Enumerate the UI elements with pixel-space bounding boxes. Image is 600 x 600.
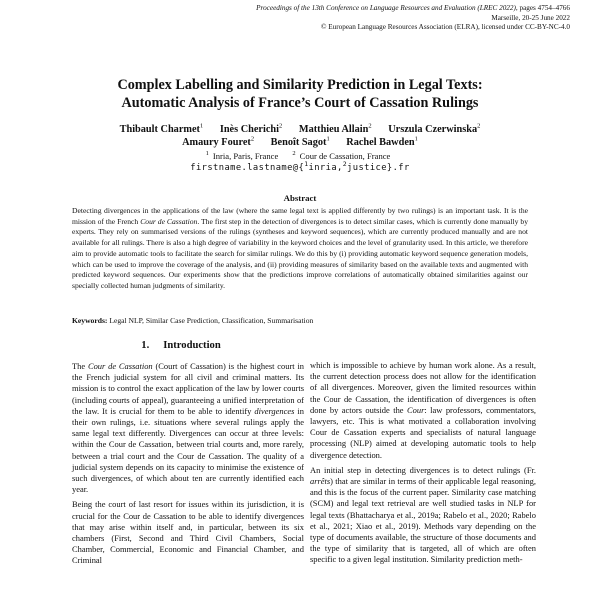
section-heading-introduction: 1. Introduction: [141, 340, 221, 351]
keywords-text: Legal NLP, Similar Case Prediction, Classification, Summarisation: [107, 316, 314, 325]
affiliations: [40, 151, 560, 161]
proceedings-line-2: Marseille, 20-25 June 2022: [491, 13, 570, 22]
keywords-label: Keywords:: [72, 316, 108, 325]
right-column: [310, 360, 536, 570]
author-email: firstname.lastname@{$^1$inria,$^2$justice}.fr: [190, 160, 410, 173]
title-line-1: Complex Labelling and Similarity Prediction in Legal Texts:: [117, 77, 483, 93]
paragraph: Being the court of last resort for issues within its jurisdiction, it is crucial for the Cour de Cassation to be able to identify divergences that may arise within itself and, in particular, between its six chambers (First, Second and Third Civil Chambers, Social Chamber, Commercial, Economic and Financial Chamber, and Criminal: [72, 499, 304, 566]
abstract-heading: Abstract: [283, 193, 317, 203]
paragraph: An initial step in detecting divergences is to detect rulings (Fr. arrêts) that are similar in terms of their applicable legal reasoning, and this is the focus of the current paper. Similarity case matching (SCM) and legal text retrieval are well studied tasks in NLP for legal texts (Bhattacharya et al., 2019a; Rabelo et al., 2020; Rabelo et al., 2021; Xiao et al., 2019). Methods vary depending on the type of documents available, the structure of those documents and the type of similarity that is targeted, all of which are often specific to a given legal institution. Similarity prediction meth-: [310, 464, 536, 565]
paragraph: which is impossible to achieve by human work alone. As a result, the current detection process does not allow for the identification of all divergences. Moreover, given the limited resources within the Cour de Cassation, the identification of divergences is often done by actors outside the Cour: law professors, commentators, lawyers, etc. This is what motivated a collaboration involving Cour de Cassation experts and specialists of natural language processing (NLP) aimed at developing automatic tools to help divergence detection.: [310, 360, 536, 460]
abstract-text: Detecting divergences in the applications of the law (where the same legal text is applied differently by two rulings) is an important task. It is the mission of the French Cour de Cassation. The first step in the detection of divergences is to detect similar cases, which is currently done manually by experts. They rely on summarised versions of the rulings (syntheses and keyword sequences), which are currently produced manually and are not available for all rulings. There is also a high degree of variability in the keyword choices and the level of granularity used. In this article, we therefore aim to provide automatic tools to facilitate the search for similar rulings. We do this by (i) providing automatic keyword sequence generation models, which can be used to improve the coverage of the analysis, and (ii) providing measures of similarity based on the available texts and augmented with predicted keyword sequences. Our experiments show that the predictions improve correlations of automatically obtained similarities against our specially collected human judgments of similarity.: [72, 206, 528, 290]
author-list: [40, 124, 560, 149]
affiliation: $^1$ Inria, Paris, France: [205, 150, 279, 161]
author: Thibault Charmet$^1$: [119, 122, 204, 135]
author: Rachel Bawden$^1$: [346, 135, 418, 148]
author: Benoît Sagot$^1$: [270, 135, 330, 148]
paper-title: [60, 76, 540, 112]
author: Inès Cherichi$^2$: [219, 122, 283, 135]
paragraph: The Cour de Cassation (Court of Cassation) is the highest court in the French judicial system for all civil and criminal matters. Its mission is to control the exact application of the law by lower courts (including courts of appeal), guaranteeing a unified interpretation of the law. It is crucial for them to be able to identify divergences in their own rulings, i.e. situations where several rulings apply the same legal text differently. Divergences can occur at three levels: within the Cour de Cassation, between trial courts and, more rarely, between a trial court and the Cour de Cassation. The quality of a judicial system depends on its capacity to minimise the existence of such divergences, of which about ten are currently identified each year.: [72, 361, 305, 495]
author: Amaury Fouret$^2$: [182, 135, 255, 148]
proceedings-header: [150, 4, 570, 33]
proceedings-line-3: © European Language Resources Association (ELRA), licensed under CC-BY-NC-4.0: [321, 23, 570, 32]
keywords: [72, 316, 528, 326]
author: Urszula Czerwinska$^2$: [388, 122, 481, 135]
left-column: [72, 361, 304, 571]
affiliation: $^2$ Cour de Cassation, France: [292, 150, 391, 161]
author: Matthieu Allain$^2$: [298, 122, 372, 135]
title-line-2: Automatic Analysis of France’s Court of Cassation Rulings: [121, 95, 479, 111]
proceedings-line-1: Proceedings of the 13th Conference on Language Resources and Evaluation (LREC 2022), pages 4754–4766: [256, 4, 570, 12]
